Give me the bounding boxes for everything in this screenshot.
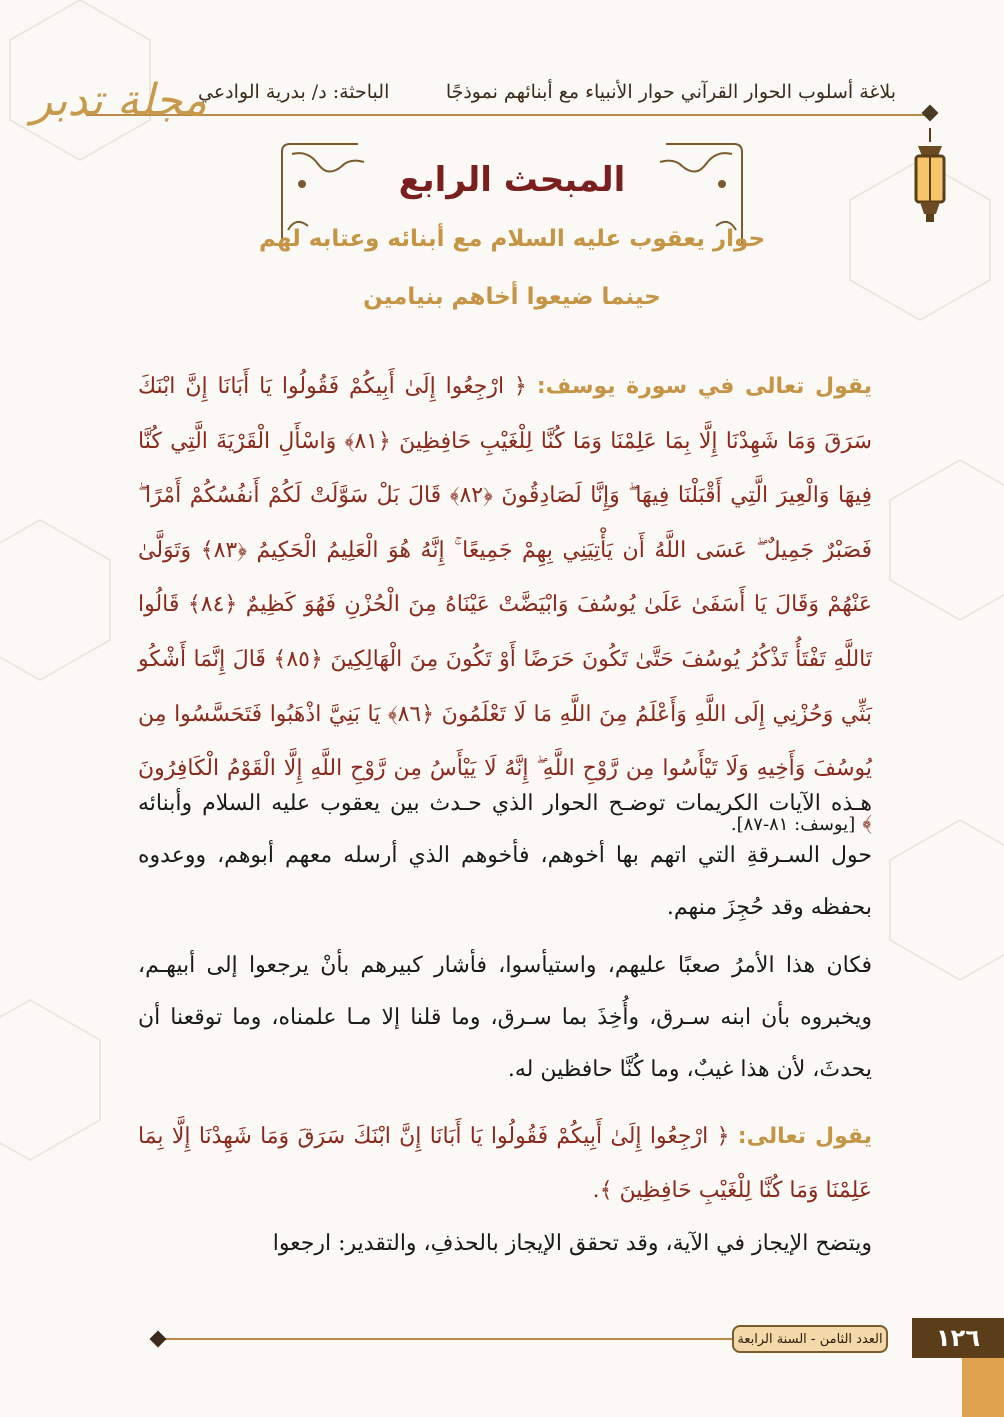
header-diamond-ornament (922, 105, 939, 122)
author-name: الباحثة: د/ بدرية الوادعي (198, 81, 390, 103)
issue-badge: العدد الثامن - السنة الرابعة (732, 1325, 888, 1353)
journal-logo: مجلة تدبر (31, 74, 207, 126)
paragraph-2: فكان هذا الأمرُ صعبًا عليهم، واستيأسوا، فأشار كبيرهم بأنْ يرجعوا إلى أبيهـم، ويخبروه بأن ابنه سـرق، وأُخِذَ بما سـرق، وما قلنا إلا مـا علمناه، وما توقعنا أن يحدثَ، لأن هذا غيبٌ، وما كُنَّا حافظين له. (138, 953, 872, 1082)
section-subtitle-line1: حوار يعقوب عليه السلام مع أبنائه وعتابه لهم (258, 226, 766, 252)
footer-diamond-ornament (150, 1331, 167, 1348)
verse-quote-intro: يقول تعالى: (737, 1124, 872, 1149)
quran-reference: [يوسف: ٨١-٨٧]. (730, 813, 856, 835)
running-header (198, 72, 896, 112)
quran-passage-text: ﴿ ارْجِعُوا إِلَىٰ أَبِيكُمْ فَقُولُوا يَا أَبَانَا إِنَّ ابْنَكَ سَرَقَ وَمَا شَهِدْنَا إِلَّا بِمَا عَلِمْنَا وَمَا كُنَّا لِلْغَيْبِ حَافِظِينَ ﴿٨١﴾ وَاسْأَلِ الْقَرْيَةَ الَّتِي كُنَّا فِيهَا وَالْعِيرَ الَّتِي أَقْبَلْنَا فِيهَا ۖ وَإِنَّا لَصَادِقُونَ ﴿٨٢﴾ قَالَ بَلْ سَوَّلَتْ لَكُمْ أَنفُسُكُمْ أَمْرًا ۖ فَصَبْرٌ جَمِيلٌ ۖ عَسَى اللَّهُ أَن يَأْتِيَنِي بِهِمْ جَمِيعًا ۚ إِنَّهُ هُوَ الْعَلِيمُ الْحَكِيمُ ﴿٨٣﴾ وَتَوَلَّىٰ عَنْهُمْ وَقَالَ يَا أَسَفَىٰ عَلَىٰ يُوسُفَ وَابْيَضَّتْ عَيْنَاهُ مِنَ الْحُزْنِ فَهُوَ كَظِيمٌ ﴿٨٤﴾ قَالُوا تَاللَّهِ تَفْتَأُ تَذْكُرُ يُوسُفَ حَتَّىٰ تَكُونَ حَرَضًا أَوْ تَكُونَ مِنَ الْهَالِكِينَ ﴿٨٥﴾ قَالَ إِنَّمَا أَشْكُو بَثِّي وَحُزْنِي إِلَى اللَّهِ وَأَعْلَمُ مِنَ اللَّهِ مَا لَا تَعْلَمُونَ ﴿٨٦﴾ يَا بَنِيَّ اذْهَبُوا فَتَحَسَّسُوا مِن يُوسُفَ وَأَخِيهِ وَلَا تَيْأَسُوا مِن رَّوْحِ اللَّهِ ۖ إِنَّهُ لَا يَيْأَسُ مِن رَّوْحِ اللَّهِ إِلَّا الْقَوْمُ الْكَافِرُونَ ﴾ (138, 374, 873, 836)
section-title: المبحث الرابع (398, 160, 626, 200)
footer-divider (160, 1338, 732, 1340)
side-tab (962, 1358, 1004, 1417)
verse-quote (138, 1110, 872, 1218)
lantern-icon (900, 128, 960, 228)
closing-paragraph: ويتضح الإيجاز في الآية، وقد تحقق الإيجاز بالحذفِ، والتقدير: ارجعوا (272, 1231, 872, 1256)
section-subtitle-line2: حينما ضيعوا أخاهم بنيامين (363, 284, 661, 310)
paragraph-1: هـذه الآيات الكريمات توضـح الحوار الذي حـدث بين يعقوب عليه السلام وأبنائه حول السـرقةِ التي اتهم بها أخوهم، فأخوهم الذي أرسله معهم أبوهم، ووعدوه بحفظه وقد حُجِزَ منهم. (138, 791, 872, 920)
page-number: ١٢٦ (912, 1318, 1004, 1358)
quran-passage-intro: يقول تعالى في سورة يوسف: (536, 374, 873, 399)
verse-quote-text: ﴿ ارْجِعُوا إِلَىٰ أَبِيكُمْ فَقُولُوا يَا أَبَانَا إِنَّ ابْنَكَ سَرَقَ وَمَا شَهِدْنَا إِلَّا بِمَا عَلِمْنَا وَمَا كُنَّا لِلْغَيْبِ حَافِظِينَ ﴾. (138, 1124, 872, 1203)
running-title: بلاغة أسلوب الحوار القرآني حوار الأنبياء مع أبنائهم نموذجًا (445, 81, 896, 103)
